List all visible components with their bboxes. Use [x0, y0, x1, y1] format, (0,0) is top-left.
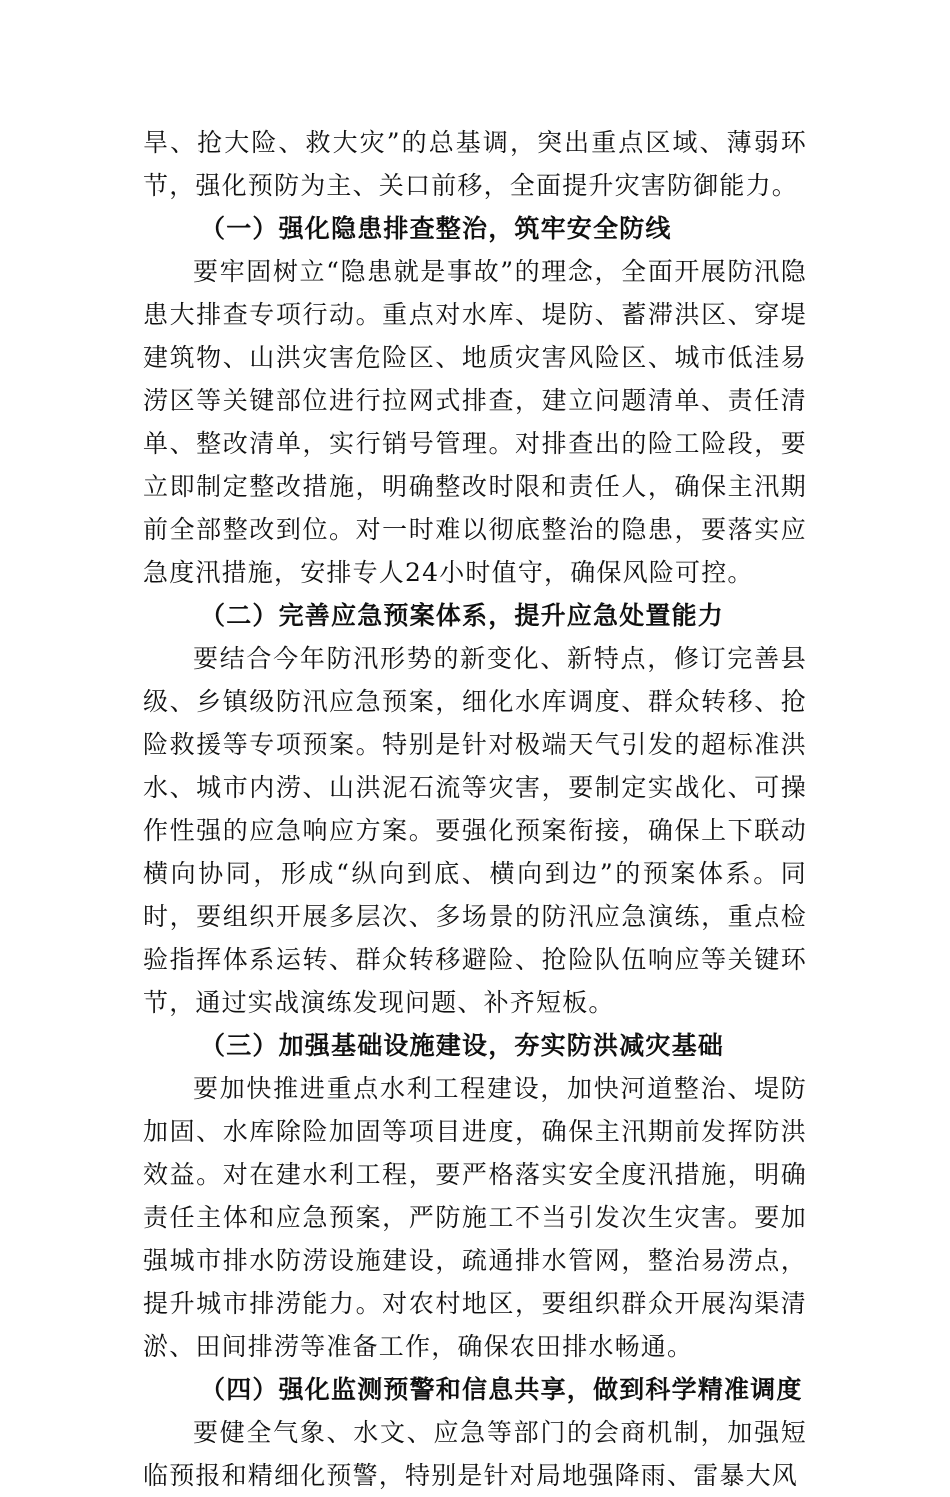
document-body — [143, 121, 807, 1497]
section-3-paragraph: 要加快推进重点水利工程建设，加快河道整治、堤防加固、水库除险加固等项目进度，确保主汛期前发挥防洪效益。对在建水利工程，要严格落实安全度汛措施，明确责任主体和应急预案，严防施工不当引发次生灾害。要加强城市排水防涝设施建设，疏通排水管网，整治易涝点，提升城市排涝能力。对农村地区，要组织群众开展沟渠清淤、田间排涝等准备工作，确保农田排水畅通。 — [143, 1074, 807, 1361]
section-heading-1: （一）强化隐患排查整治，筑牢安全防线 — [200, 214, 672, 243]
section-4-paragraph: 要健全气象、水文、应急等部门的会商机制，加强短临预报和精细化预警，特别是针对局地强降雨、雷暴大风 — [143, 1418, 807, 1490]
section-heading-4: （四）强化监测预警和信息共享，做到科学精准调度 — [200, 1375, 803, 1404]
intro-paragraph-continuation: 旱、抢大险、救大灾”的总基调，突出重点区域、薄弱环节，强化预防为主、关口前移，全面提升灾害防御能力。 — [143, 128, 807, 200]
section-heading-2: （二）完善应急预案体系，提升应急处置能力 — [200, 601, 725, 630]
section-2-paragraph: 要结合今年防汛形势的新变化、新特点，修订完善县级、乡镇级防汛应急预案，细化水库调度、群众转移、抢险救援等专项预案。特别是针对极端天气引发的超标准洪水、城市内涝、山洪泥石流等灾害，要制定实战化、可操作性强的应急响应方案。要强化预案衔接，确保上下联动横向协同，形成“纵向到底、横向到边”的预案体系。同时，要组织开展多层次、多场景的防汛应急演练，重点检验指挥体系运转、群众转移避险、抢险队伍响应等关键环节，通过实战演练发现问题、补齐短板。 — [143, 644, 807, 1017]
section-heading-3: （三）加强基础设施建设，夯实防洪减灾基础 — [200, 1031, 725, 1060]
section-1-paragraph: 要牢固树立“隐患就是事故”的理念，全面开展防汛隐患大排查专项行动。重点对水库、堤防、蓄滞洪区、穿堤建筑物、山洪灾害危险区、地质灾害风险区、城市低洼易涝区等关键部位进行拉网式排查，建立问题清单、责任清单、整改清单，实行销号管理。对排查出的险工险段，要立即制定整改措施，明确整改时限和责任人，确保主汛期前全部整改到位。对一时难以彻底整治的隐患，要落实应急度汛措施，安排专人24小时值守，确保风险可控。 — [143, 257, 807, 587]
